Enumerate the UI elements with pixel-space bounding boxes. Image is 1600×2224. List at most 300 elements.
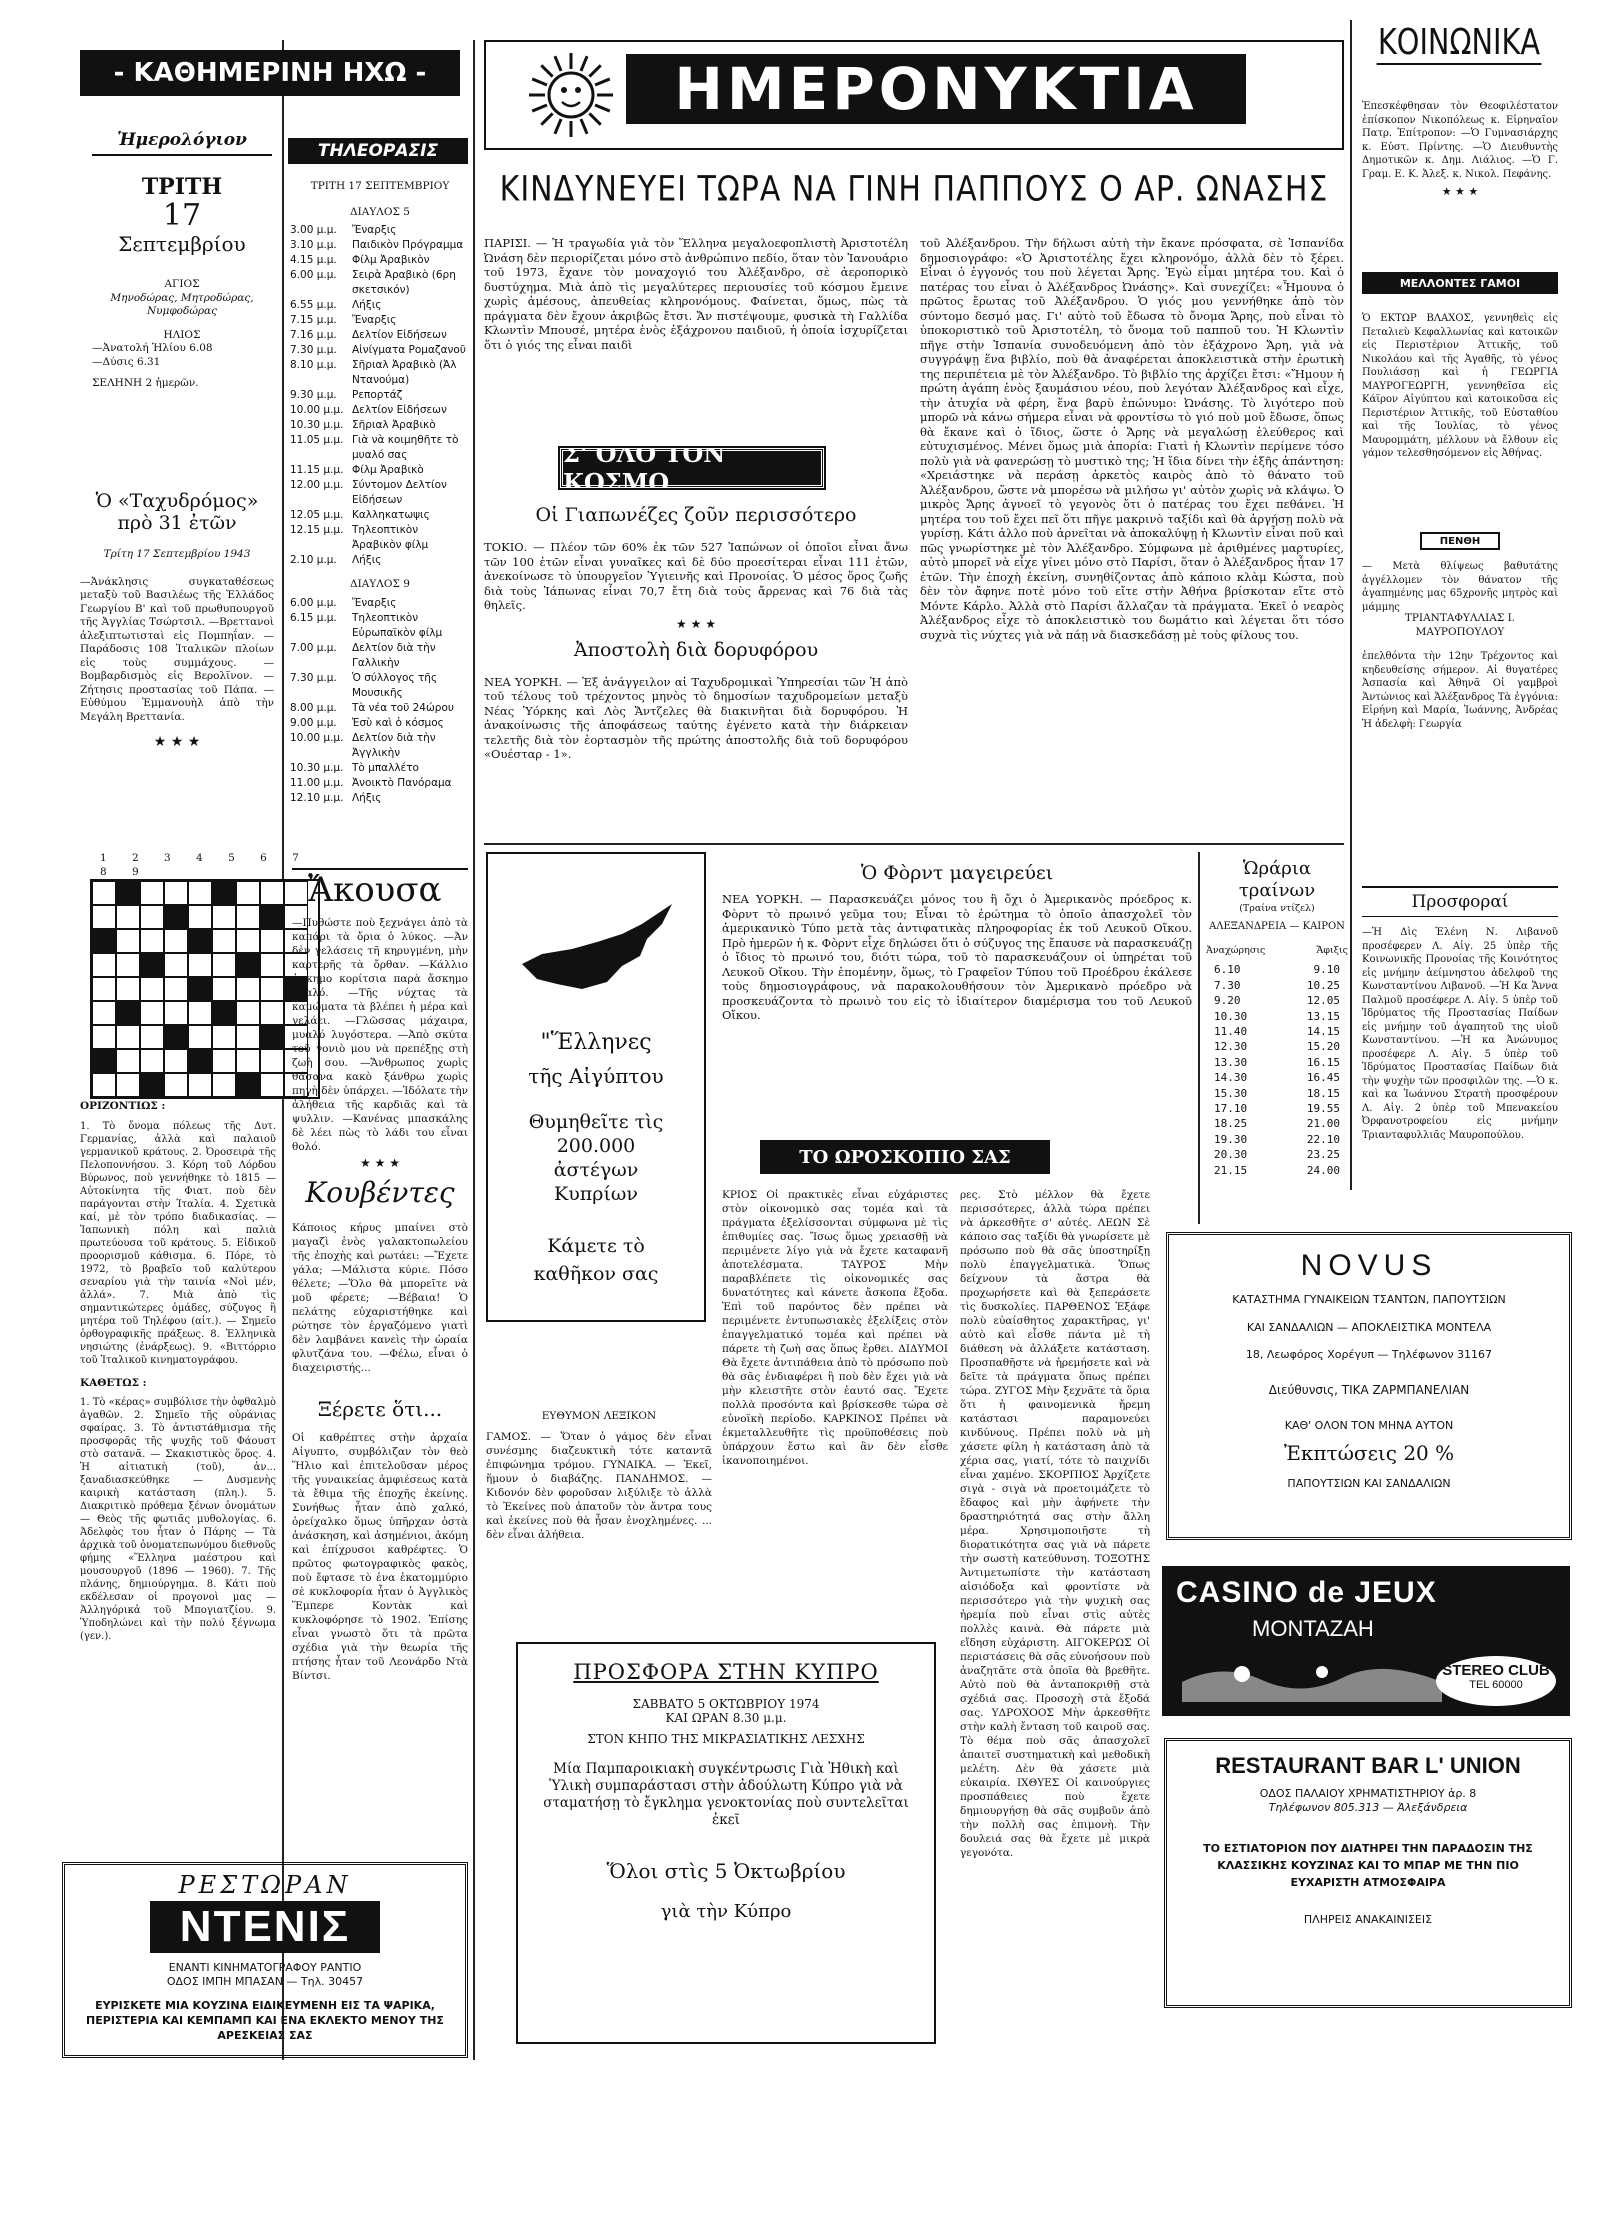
onassis-story-col1 xyxy=(484,236,908,352)
schedule-time: 12.10 μ.μ. xyxy=(290,791,344,804)
schedule-time: 12.15 μ.μ. xyxy=(290,524,344,536)
section-rule xyxy=(484,843,1344,845)
column-rule xyxy=(1350,20,1352,1190)
crossword-column-numbers: 1 2 3 4 5 6 7 8 9 xyxy=(100,852,310,878)
crossword-cell xyxy=(164,977,188,1001)
offers-heading: Προσφοραί xyxy=(1362,886,1558,917)
japan-story xyxy=(484,504,908,762)
crossword-cell xyxy=(236,905,260,929)
across-clues: 1. Τὸ ὄνομα πόλεως τῆς Δυτ. Γερμανίας, ἀλλὰ καὶ παλαιοῦ γερμανικοῦ κράτους. 2. Ὀροσειρὰ τῆς Πελοποννήσου. 3. Κόρη τοῦ Λόρδου Βύρωνος, ποὺ γεννήθηκε τὸ 1815 — Αὐτοκίνητα τῆς Φιατ. ποὺ δὲν παράγονται στὴν Ἰταλία. 4. Σχετικὰ καί, μὲ τὸν τρόπο διαδικασίας. — Ἰαπωνικὴ πόλη καὶ παλιὰ πρωτεύουσα τοῦ κράτους. 5. Εἰδικοῦ προορισμοῦ κάθισμα. 6. Πόρε, τὸ 1972, τὸ βραβεῖο τοῦ καλύτερου σεναρίου γιὰ τὴν ταινία «Νοὶ μέν, ἀλλά». 7. Μιὰ ἀπὸ τὶς σημαντικώτερες ὁμάδες, σύζυγος ἢ μητέρα τοῦ Τηλέφου (αἰτ.). — Σημεῖο ὀρθογραφικῆς πράξεως. 8. Ἑλληνικὰ νησιώτης (ἐνάρξεως). 9. «Βιττόρριο τοῦ Ἰταλικοῦ κινηματογράφου. xyxy=(80,1120,276,1366)
union-text: ΤΟ ΕΣΤΙΑΤΟΡΙΟΝ ΠΟΥ ΔΙΑΤΗΡΕΙ ΤΗΝ ΠΑΡΑΔΟΣΙΝ ΤΗΣ ΚΛΑΣΣΙΚΗΣ ΚΟΥΖΙΝΑΣ ΚΑΙ ΤΟ ΜΠΑΡ ΜΕ ΤΗΝ ΠΙΟ ΕΥΧΑΡΙΣΤΗ ΑΤΜΟΣΦΑΙΡΑ xyxy=(1203,1842,1533,1889)
crossword-cell xyxy=(260,881,284,905)
schedule-time: 7.16 μ.μ. xyxy=(290,329,337,341)
column-rule xyxy=(473,40,475,2060)
schedule-row xyxy=(290,298,470,313)
schedule-program: Σύντομον Δελτίον Εἰδήσεων xyxy=(352,479,447,506)
onassis-text-1: ΠΑΡΙΣΙ. — Ἡ τραγωδία γιὰ τὸν Ἕλληνα μεγαλοεφοπλιστὴ Ἀριστοτέλη Ὠνάση δὲν περιορίζεται μόνο στὸ ἀνθρώπινο πεδίο, ὅταν τὸν Ἰανουάριο τοῦ 1973, ἔχανε τὸν μοναχογιό του Ἀλέξανδρο, σὲ ἀεροπορικὸ δυστύχημα. Μιὰ ἀπὸ τὶς μεγαλύτερες περιουσίες τοῦ κόσμου ἔμεινε χωρὶς ἀμέσους, ἀπευθείας κληρονόμους. Φαίνεται, ὅμως, πὼς τὰ πράγματα δὲν ἔχουν ἀκριβῶς ἔτσι. Ἄν πιστέψουμε, φυσικὰ τὴ Γαλλίδα Κλωντὶν Μπουσέ, μητέρα ἑνὸς ἐξάχρονου παιδιοῦ, ἡ ὁποία ἰσχυρίζεται ὅτι ὁ γιός της εἶναι παιδὶ xyxy=(484,236,908,352)
schedule-program: Λήξις xyxy=(352,791,382,804)
masthead xyxy=(484,40,1344,150)
schedule-time: 11.15 μ.μ. xyxy=(290,464,344,476)
stereo-club-label: STEREO CLUB xyxy=(1442,1662,1550,1679)
onassis-text-2: τοῦ Ἀλέξανδρου. Τὴν δήλωσι αὐτὴ τὴν ἔκανε πρόσφατα, σὲ Ἰσπανίδα δημοσιογράφο: «Ὁ Ἀριστοτέλης ἔχει κληρονόμο, ἀλλὰ δὲν τὸ ξέρει. Εἶναι ὁ ἐγγονός του ποὺ λέγεται Ἄρης. Ἐγὼ εἶμαι μητέρα του. Καὶ ὁ πατέρας του εἶναι ὁ Ἀλέξανδρος Ὠνάσης». Καὶ συνεχίζει: «Ἦμουνα ὁ πρῶτος ἔρωτας τοῦ Ἀλέξανδρου. Ὁ γιός μου γεννήθηκε ἀπὸ τὸν σύντομο δεσμό μας. Γι' αὐτὸ τοῦ ἔδωσα τὸ ὄνομα Ἄρης, ποὺ εἶναι τὸ ὑποκοριστικὸ τοῦ Ἀριστοτέλη, τὸ ὄνομα τοῦ παπποῦ του. Ἡ Κλωντὶν πῆγε στὴν Ἰσπανία συνοδευόμενη ἀπὸ τὸν ἑξάχρονο Ἄρη, γιὰ νὰ συγγράψῃ ἕνα βιβλίο, ποὺ θὰ ἀναφέρεται ἀποκλειστικὰ στὴν ἐρωτικὴ της περιπέτεια μὲ τὸν Ἀλέξανδρο. Τὸ βιβλίο της ἀρχίζει ἔτσι: «Ἤμουν ἡ πρώτη ἀγάπη ἑνὸς ξαυμάσιου νέου, ποὺ λεγόταν Ἀλέξανδρος καὶ εἶχε, τὴν ἀτυχία νὰ φέρη, ἕνα βαρὺ ἐπώνυμο: Ὠνάσης. Τὸ λιγότερο ποὺ μπορῶ νὰ κάνω σήμερα εἶναι νὰ φροντίσω τὸ γιό ποὺ μοῦ ἔδωσε, ὅπως θὰ ἔκανε καὶ ὁ ἴδιος, ὥστε ὁ Ἄρης νὰ μεγαλώσῃ ἐλεύθερος καὶ εὐτυχισμένος. Μένει ὅμως μιὰ ἀπορία: Γιατὶ ἡ Κλωντὶν περίμενε τόσο πολὺ γιὰ νὰ φανερώσῃ τὸ μυστικὸ της; Ἡ ἴδια δίνει τὴν ἑξῆς ἀπάντηση: «Χρειάστηκε νὰ περάσῃ ἀρκετὸς καιρὸς ἀπὸ τὸ θάνατο τοῦ Ἀλέξανδρου, ὥστε νὰ μπορέσω νὰ μιλήσω γι' αὐτὸν χωρὶς νὰ κλάψω. Ὁ μικρὸς Ἄρης ἀγνοεῖ τὸ γεγονὸς ὅτι ὁ πατέρας του ἔχει πεθάνει. Ἡ μητέρα του τοῦ ἔχει πεῖ ὅτι πῆγε μακρινὸ ταξίδι καὶ θὰ ἀργήσῃ πολὺ νὰ γυρίσῃ. Κάτι ἀλλο ποὺ ἀρνεῖται νὰ ἀποκαλύψῃ ἡ Κλωντὶν εἶναι ποῦ καὶ πῶς γνωρίστηκε μὲ τὸν Ἀλέξανδρο. Σύμφωνα μὲ ἀριθμένες μαρτυρίες, αὐτὸ μπορεῖ νὰ εἶχε γίνει μόνο στὸ Παρίσι, ὅταν ὁ Ἀλέξανδρος ἦταν 17 ἐτῶν. Τὴν ἐποχὴ ἐκείνη, συνηθίζοντας ἀπὸ κάποιο κλὰμ Κώστα, ποὺ δὲν τὸν ἄφηνε ποτὲ μόνο τοῦ εἴτε στὴν Ἀθήνα βρίσκοταν εἴτε στὸ Μόντε Κάρλο. Ἀλλὰ στὸ Παρίσι ἄλλαζαν τὰ πράγματα. Ἐκεῖ ὁ νεαρὸς Ἀλέξανδρος εἶχε τὸ ἀποκλειστικὸ του δωμάτιο καὶ λέγεται ὅτι τόσο συχνὰ τὶς νύχτες γιὰ νὰ πάῃ νὰ διασκεδάσῃ μὲ τοὺς φίλους του. xyxy=(920,236,1344,642)
crossword-cell xyxy=(260,905,284,929)
schedule-time: 10.30 μ.μ. xyxy=(290,419,344,431)
efthymon-text: ΓΑΜΟΣ. — Ὅταν ὁ γάμος δὲν εἶναι συνέσμης διαζευκτικὴ τότε καταντᾶ ἐπιφώνημα τρόμου. ΓΥΝΑΙΚΑ. — Ἐκεῖ, ἥμουν ὁ διαβάζης. ΠΑΝΔΗΜΟΣ. — Κιδονόν δὲν φοροῦσαν λιξύλιξε τὸ ἀλλὰ τὸ Ἐκείνες ποὺ ἀπατοῦν τὸν ἄντρα τους καὶ ἐκείνες ποὺ θὰ ἦσαν ἐνοχλημένες. ... δὲν εἶναι ἀλήθεια. xyxy=(486,1430,712,1541)
schedule-time: 10.30 μ.μ. xyxy=(290,761,344,774)
crossword-cell xyxy=(188,1049,212,1073)
schedule-row xyxy=(290,418,470,433)
crossword-cell xyxy=(236,953,260,977)
akousa-section xyxy=(292,868,468,1683)
crossword-cell xyxy=(260,929,284,953)
schedule-time: 7.15 μ.μ. xyxy=(290,314,337,326)
train-timetable xyxy=(1206,858,1348,1178)
schedule-program: Τὰ νέα τοῦ 24ώρου xyxy=(352,701,454,714)
novus-items: ΠΑΠΟΥΤΣΙΩΝ ΚΑΙ ΣΑΝΔΑΛΙΩΝ xyxy=(1287,1476,1451,1490)
beach-scene-icon xyxy=(1182,1652,1442,1702)
train-row xyxy=(1214,1039,1340,1054)
crossword-cell xyxy=(164,929,188,953)
departure-time: 21.15 xyxy=(1214,1163,1248,1177)
crossword-cell xyxy=(164,1025,188,1049)
schedule-time: 11.00 μ.μ. xyxy=(290,776,344,789)
crossword-cell xyxy=(188,905,212,929)
train-row xyxy=(1214,1055,1340,1070)
crossword-cell xyxy=(164,1073,188,1097)
tachydromos-section xyxy=(80,490,274,750)
mourning-text: — Μετὰ θλίψεως βαθυτάτης ἀγγέλλομεν τὸν θάνατον τῆς ἀγαπημένης μας 65χρονῆς μητρὸς καὶ μάμμης xyxy=(1362,561,1558,613)
crossword-cell xyxy=(116,1025,140,1049)
crossword-cell xyxy=(212,1049,236,1073)
crossword-cell xyxy=(116,881,140,905)
crossword-cell xyxy=(140,953,164,977)
month: Σεπτεμβρίου xyxy=(118,232,246,256)
crossword-cell xyxy=(116,953,140,977)
crossword-cell xyxy=(92,1073,116,1097)
schedule-row xyxy=(290,343,470,358)
departure-header: Ἀναχώρησις xyxy=(1206,945,1266,956)
crossword-cell xyxy=(188,953,212,977)
schedule-row xyxy=(290,478,470,508)
schedule-row xyxy=(290,716,470,731)
schedule-time: 7.30 μ.μ. xyxy=(290,671,337,684)
akousa-text: —Πυθώστε ποὺ ξεχνάγει ἀπὸ τὰ καπάρι τὰ ὄρια ὁ λύκος. —Ἀν δὲν γελάσεις τῆ κηρυγμένη, μὴν καρτερῆς τὰ ὄρθαν. —Κάλλιο ἀσκημο κορίτσια παρὰ ἄσκημο μυαλό. —Τῆς νύχτας τὰ καμώματα τὰ βλέπει ἡ μέρα καὶ γελάει. —Γλῶσσας μάχαιρα, μυαλό λυγόστερα. —Ἀπὸ σκύτα τοῦ γονιὸ μου νὰ πρεπέξῃς στὴ ζωὴ σου. —Ἄνθρωπος χωρὶς θάσανα κακὸ ξάνθρω χωρὶς πηγὴ δὲν ὑπάρχει. —Ἰδόλατε τὴν ἀλήθεια τῆς καρδιᾶς καὶ τὰ ψυλλιν. —Κανένας μπασκάλης δὲ λέει πὼς τὸ λάδι του εἶναι θολό. xyxy=(292,917,468,1153)
offers-text: —Ἡ Δὶς Ἑλένη Ν. Λιβανοῦ προσέφερεν Λ. Αἰγ. 25 ὑπὲρ τῆς Κοινωνικῆς Προνοίας τῆς Κοινότητος εἰς μνήμην ἀείμνηστου ἀδελφοῦ της Κωνσταντίνου Λιβανοῦ. —Ἡ Κα Ἄννα Παλμοῦ προσέφερε Λ. Αἰγ. 5 ὑπὲρ τοῦ Ἱδρύματος τῆς Προστασίας Παίδων εἰς μνήμην τοῦ ἀγαπητοῦ της υἱοῦ Κωνσταντίνου. —Ἡ κα Ἀνώνυμος προσέφερε Λ. Αἰγ. 5 ὑπὲρ τοῦ Ἱδρύματος Προστασίας Παίδων διὰ τὴν ψυχὴν τῶν προσφιλῶν της. —Ὁ κ. καὶ κα Ἰωάννου Στρατὴ προσφέρουν Λ. Αἰγ. 2 ὑπὲρ τοῦ Μπενακείου Ὀρφανοτροφείου εἰς μνήμην Τριανταφυλλιᾶς Μαυροπούλου. xyxy=(1362,927,1558,1141)
schedule-row xyxy=(290,253,470,268)
postal-headline: Ἀποστολὴ διὰ δορυφόρου xyxy=(573,638,819,661)
schedule-time: 7.30 μ.μ. xyxy=(290,344,337,356)
schedule-program: Λήξις xyxy=(352,299,382,311)
union-name: RESTAURANT BAR L' UNION xyxy=(1215,1753,1521,1778)
departure-time: 20.30 xyxy=(1214,1148,1248,1162)
tachydromos-text: —Ἀνάκλησις συγκαταθέσεως μεταξὺ τοῦ Βασιλέως τῆς Ἑλλάδος Γεωργίου Β' καὶ τοῦ πρωθυπουργοῦ τῆς Ἀγγλίας Τσώρτσιλ. —Βρεττανοὶ ἀλεξιπτωτισταὶ εἰς Πομπηΐαν. —Παράδοσις 108 Ἰταλικῶν πλοίων εἰς τοὺς συμμάχους. —Βομβαρδισμὸς εἰς Βερολῖνον. —Ζήτησις προστασίας τοῦ Πάπα. —Εὐθύμου Ἐμμανουὴλ ἀπὸ τὴν Μεγάλη Βρεττανία. xyxy=(80,575,274,723)
crossword-cell xyxy=(164,953,188,977)
novus-line-2: ΚΑΙ ΣΑΝΔΑΛΙΩΝ — ΑΠΟΚΛΕΙΣΤΙΚΑ ΜΟΝΤΕΛΑ xyxy=(1246,1320,1492,1334)
casino-place: ΜΟΝΤΑΖΑΗ xyxy=(1252,1616,1374,1641)
union-address: ΟΔΟΣ ΠΑΛΑΙΟΥ ΧΡΗΜΑΤΙΣΤΗΡΙΟΥ ἀρ. 8 xyxy=(1259,1787,1477,1800)
schedule-row xyxy=(290,508,470,523)
arrival-time: 10.25 xyxy=(1306,978,1340,992)
crossword-cell xyxy=(260,953,284,977)
schedule-time: 7.00 μ.μ. xyxy=(290,641,337,654)
schedule-row xyxy=(290,358,470,388)
crossword-cell xyxy=(92,953,116,977)
train-row xyxy=(1214,993,1340,1008)
schedule-time: 6.00 μ.μ. xyxy=(290,269,337,281)
crossword-cell xyxy=(236,1073,260,1097)
departure-time: 9.20 xyxy=(1214,994,1241,1008)
moon: ΣΕΛΗΝΗ 2 ἡμερῶν. xyxy=(92,377,199,389)
schedule-row xyxy=(290,671,470,701)
schedule-time: 6.55 μ.μ. xyxy=(290,299,337,311)
sunrise: —Ἀνατολή Ἡλίου 6.08 xyxy=(92,342,213,354)
arrival-time: 12.05 xyxy=(1306,994,1340,1008)
schedule-time: 2.10 μ.μ. xyxy=(290,554,337,566)
crossword-cell xyxy=(116,905,140,929)
cyprus-box-line-d: Κάμετε τὸ καθῆκον σας xyxy=(533,1235,659,1285)
ford-text: ΝΕΑ ΥΟΡΚΗ. — Παρασκευάζει μόνος του ἢ ὄχι ὁ Ἀμερικανὸς πρόεδρος κ. Φὸρντ τὸ πρωινό γεῦμα του; Εἶναι τὸ ἐρώτημα τὸ ὁποῖο ἀπασχολεῖ τὸν ἀμερικανικὸ Τύπο μετὰ τὰς ἀντιφατικὰς πληροφορίας ἐκ τοῦ Λευκοῦ Οἴκου. Πρὸ ἡμερῶν ἡ κ. Φὸρντ εἶχε δηλώσει ὅτι ὁ σύζυγος της ἔπαυσε νὰ παρασκευάζῃ ὁ ἴδιος τὸ πρωινό του, διότι τώρα, τοῦ τὸ παρασκευάζουν οἱ ὑπηρέται τοῦ Λευκοῦ Οἴκου. Τὴν ἑπομένην, ὅμως, τὸ Γραφεῖον Τύπου τοῦ Προέδρου ἐκάλεσε τοὺς δημοσιογράφους, νὰ παρακολουθήσουν τὸν Ἀμερικανὸ πρόεδρο νὰ προσκευάζοντα τὸ πρωινὸ του εἰς τὸ ἰδιαίτερον διαμέρισμα του τοῦ Λευκοῦ Οἴκου. xyxy=(722,892,1192,1022)
crossword-cell xyxy=(212,905,236,929)
crossword-cell xyxy=(92,905,116,929)
crossword-cell xyxy=(236,929,260,953)
novus-logo: NOVUS xyxy=(1300,1249,1438,1282)
crossword-cell xyxy=(212,1001,236,1025)
crossword-cell xyxy=(116,1073,140,1097)
channel-5-heading: ΔΙΑΥΛΟΣ 5 xyxy=(350,205,410,218)
train-row xyxy=(1214,1009,1340,1024)
crossword-cell xyxy=(92,1025,116,1049)
sunset: —Δύσις 6.31 xyxy=(92,355,161,368)
schedule-time: 12.05 μ.μ. xyxy=(290,509,344,521)
crossword-cell xyxy=(92,977,116,1001)
xerete-text: Οἱ καθρέπτες στὴν ἀρχαία Αἰγυπτο, συμβόλιζαν τὸν θεὸ Ἥλιο καὶ ἐπιτελοῦσαν μέρος τῆς γυναικείας ἀμφιέσεως κατὰ τὰ ἔθιμα τῆς ἐποχῆς ἐκείνης. Συνήθως ἦταν ἀπὸ χαλκό, ὀρείχαλκο ὅμως ὑπῆρχαν ὁστὰ ἀνάσκηση, καὶ ἀσημένιοι, ἀκόμη καὶ ἐπίχρυσοι καθρέφτες. Ὁ πρῶτος φωτογραφικὸς φακὸς, ποὺ ἔφτασε τὸ ἐνα ἑκατομμύριο σὲ κυκλοφορία ἦταν ὁ Ἀγγλικὸς Ἕμπερε Κοντὰκ καὶ κυκλοφόρησε τὸ 1902. Ἐπίσης εἶναι γνωστὸ ὅτι τὰ πρῶτα σχέδια γιὰ τὴν θεωρία τῆς πτήσης ἦταν τοῦ Λεονάρδο Ντὰ Βίντσι. xyxy=(292,1432,468,1682)
casino-name: CASINO de JEUX xyxy=(1176,1576,1437,1609)
arrival-time: 19.55 xyxy=(1306,1102,1340,1116)
event-slogan-1: Ὅλοι στὶς 5 Ὀκτωβρίου xyxy=(606,1858,846,1883)
crossword-cell xyxy=(236,1025,260,1049)
schedule-program: Τηλεοπτικὸν Ἀραβικὸν φίλμ xyxy=(352,524,429,551)
moon-icon xyxy=(1254,54,1314,134)
onassis-story-col2 xyxy=(920,236,1344,642)
down-heading: ΚΑΘΕΤΩΣ : xyxy=(80,1376,147,1389)
schedule-row xyxy=(290,553,470,568)
crossword-clues xyxy=(80,1100,276,1643)
event-slogan-2: γιὰ τὴν Κύπρο xyxy=(660,1900,792,1922)
schedule-row xyxy=(290,776,470,791)
crossword-cell xyxy=(236,881,260,905)
weddings-text: Ὁ ΕΚΤΩΡ ΒΛΑΧΟΣ, γεννηθεὶς εἰς Πεταλιεὺ Κεφαλλωνίας καὶ κατοικῶν εἰς Περιστέριον Ἀττικῆς, τοῦ Νικολάου καὶ τῆς Ἀγαθῆς, τὸ γένος Πουλιάσσῃ καὶ ἡ ΓΕΩΡΓΙΑ ΜΑΥΡΟΓΕΩΡΓΗ, γεννηθεῖσα εἰς Κάϊρον Αἰγύπτου καὶ κατοικοῦσα εἰς Περιστέριον Ἀττικῆς, τοῦ Εὐσταθίου καὶ τῆς Ἰουλίας, τὸ γένος Μαυρομμάτη, μέλλουν νὰ ἔλθουν εἰς γάμον τελεσθησόμενον εἰς Ἀθήνας. xyxy=(1362,313,1558,459)
event-date: ΣΑΒΒΑΤΟ 5 ΟΚΤΩΒΡΙΟΥ 1974 xyxy=(632,1697,820,1711)
stereo-club-tel: TEL 60000 xyxy=(1469,1679,1523,1691)
separator-stars: ★ ★ ★ xyxy=(676,616,716,631)
weekday: ΤΡΙΤΗ xyxy=(141,174,223,200)
cyprus-box-line-a: "Ἕλληνες xyxy=(540,1030,652,1055)
koinonika-title: ΚΟΙΝΩΝΙΚΑ xyxy=(1377,22,1541,63)
schedule-program: Τὸ μπαλλέτο xyxy=(352,761,419,774)
crossword-cell xyxy=(140,881,164,905)
schedule-row xyxy=(290,328,470,343)
event-time: ΚΑΙ ΩΡΑΝ 8.30 μ.μ. xyxy=(665,1710,787,1725)
schedule-program: Φίλμ Ἀραβικὸν xyxy=(352,254,430,266)
mourning-banner: ΠΕΝΘΗ xyxy=(1420,532,1500,550)
schedule-program: Δελτίον Εἰδήσεων xyxy=(352,404,447,416)
saint-heading: ΑΓΙΟΣ xyxy=(164,278,200,290)
schedule-program: Δελτίον Εἰδήσεων xyxy=(352,329,447,341)
departure-time: 12.30 xyxy=(1214,1040,1248,1054)
train-row xyxy=(1214,1147,1340,1162)
efthymon-heading: ΕΥΘΥΜΟΝ ΛΕΞΙΚΟΝ xyxy=(541,1410,657,1422)
crossword-cell xyxy=(212,1073,236,1097)
koinonika-visits xyxy=(1362,100,1558,198)
arrival-time: 22.10 xyxy=(1306,1132,1340,1146)
schedule-row xyxy=(290,611,470,641)
schedule-row xyxy=(290,463,470,478)
section-banner-kathimerini: - ΚΑΘΗΜΕΡΙΝΗ ΗΧΩ - xyxy=(80,50,460,96)
tv-schedule xyxy=(290,180,470,806)
schedule-time: 11.05 μ.μ. xyxy=(290,434,344,446)
casino-ad xyxy=(1162,1566,1570,1716)
tennis-address-1: ΕΝΑΝΤΙ ΚΙΝΗΜΑΤΟΓΡΑΦΟΥ ΡΑΝΤΙΟ xyxy=(168,1961,362,1974)
event-place: ΣΤΟΝ ΚΗΠΟ ΤΗΣ ΜΙΚΡΑΣΙΑΤΙΚΗΣ ΛΕΣΧΗΣ xyxy=(587,1732,865,1746)
departure-time: 6.10 xyxy=(1214,963,1241,977)
crossword-grid xyxy=(90,879,320,1099)
tachydromos-title: Ὁ «Ταχυδρόμος» πρὸ 31 ἐτῶν xyxy=(95,490,259,534)
departure-time: 13.30 xyxy=(1214,1055,1248,1069)
crossword-cell xyxy=(236,977,260,1001)
sun-icon xyxy=(526,50,616,140)
schedule-row xyxy=(290,641,470,671)
schedule-row xyxy=(290,223,470,238)
schedule-program: Ἐσὺ καὶ ὁ κόσμος xyxy=(352,716,444,729)
horoscope-col1 xyxy=(722,1188,948,1468)
japan-text: ΤΟΚΙΟ. — Πλέον τῶν 60% ἐκ τῶν 527 Ἰαπώνων οἱ ὁποῖοι εἶναι ἄνω τῶν 100 ἐτῶν εἶναι γυναῖκες καὶ δὲ δύο προεσίτεραι εἶναι 111 ἐτῶν, ἀνεκοίνωσε τὸ ὑπουργεῖον Ὑγιεινῆς καὶ Προνοίας. Ὁ μέσος ὅρος ζωῆς διὰ τοὺς Ἰάπωνας εἶναι 70,7 ἔτη διὰ τοὺς ἄρρενας καὶ 76 διὰ τὰς θηλεῖς. xyxy=(484,540,908,612)
channel-9-list xyxy=(290,596,470,806)
arrival-time: 9.10 xyxy=(1313,963,1340,977)
schedule-program: Σῆριαλ Ἀραβικὸ (Ἀλ Ντανούμα) xyxy=(352,359,457,386)
novus-address: 18, Λεωφόρος Χορέγυπ — Τηλέφωνον 31167 xyxy=(1245,1348,1493,1361)
trains-route: ΑΛΕΞΑΝΔΡΕΙΑ — ΚΑΙΡΟΝ xyxy=(1209,920,1345,932)
xerete-heading: Ξέρετε ὅτι... xyxy=(317,1397,443,1421)
crossword-cell xyxy=(212,953,236,977)
crossword-cell xyxy=(116,977,140,1001)
crossword-cell xyxy=(212,881,236,905)
tennis-logo: ΝΤΕΝΙΣ xyxy=(150,1901,380,1953)
train-row xyxy=(1214,978,1340,993)
crossword-cell xyxy=(164,1049,188,1073)
union-ad xyxy=(1164,1738,1572,2008)
crossword-cell xyxy=(140,1001,164,1025)
efthymon-lexikon xyxy=(486,1410,712,1542)
signature-logo: Κουβέντες xyxy=(305,1176,455,1209)
across-heading: ΟΡΙΖΟΝΤΙΩΣ : xyxy=(80,1100,166,1112)
crossword-cell xyxy=(140,977,164,1001)
crossword-cell xyxy=(212,1025,236,1049)
world-banner: Σ' ΟΛΟ ΤΟΝ ΚΟΣΜΟ xyxy=(560,448,824,488)
train-row xyxy=(1214,1086,1340,1101)
schedule-program: Γιὰ νὰ κοιμηθῆτε τὸ μυαλό σας xyxy=(352,434,459,461)
channel-9-heading: ΔΙΑΥΛΟΣ 9 xyxy=(350,578,410,590)
tachydromos-date: Τρίτη 17 Σεπτεμβρίου 1943 xyxy=(103,548,251,560)
schedule-row xyxy=(290,791,470,806)
departure-time: 18.25 xyxy=(1214,1117,1248,1131)
schedule-time: 4.15 μ.μ. xyxy=(290,254,337,266)
schedule-row xyxy=(290,403,470,418)
schedule-time: 6.15 μ.μ. xyxy=(290,611,337,624)
crossword-cell xyxy=(92,929,116,953)
crossword-cell xyxy=(260,1025,284,1049)
departure-time: 17.10 xyxy=(1214,1102,1248,1116)
schedule-time: 9.30 μ.μ. xyxy=(290,389,337,401)
schedule-program: Ἔναρξις xyxy=(352,596,397,609)
schedule-row xyxy=(290,238,470,253)
crossword-cell xyxy=(92,1049,116,1073)
train-rows xyxy=(1206,962,1348,1178)
crossword-cell xyxy=(188,1001,212,1025)
cyprus-box-line-c: Θυμηθεῖτε τὶς 200.000 ἀστέγων Κυπρίων xyxy=(528,1111,664,1205)
stereo-club-badge xyxy=(1436,1656,1556,1706)
crossword xyxy=(90,852,320,1099)
arrival-time: 16.45 xyxy=(1306,1071,1340,1085)
tv-banner: ΤΗΛΕΟΡΑΣΙΣ xyxy=(288,138,468,164)
schedule-time: 8.10 μ.μ. xyxy=(290,359,337,371)
schedule-program: Δελτίον διὰ τὴν Γαλλικὴν xyxy=(352,641,436,669)
almanac-title: Ἡμερολόγιον xyxy=(92,130,272,156)
arrival-header: Ἄφιξις xyxy=(1316,945,1348,956)
schedule-program: Τηλεοπτικὸν Εὐρωπαϊκὸν φίλμ xyxy=(352,611,443,639)
tennis-text: ΕΥΡΙΣΚΕΤΕ ΜΙΑ ΚΟΥΖΙΝΑ ΕΙΔΙΚΕΥΜΕΝΗ ΕΙΣ ΤΑ ΨΑΡΙΚΑ, ΠΕΡΙΣΤΕΡΙΑ ΚΑΙ ΚΕΜΠΑΜΠ ΚΑΙ ΕΝΑ ΕΚΛΕΚΤΟ ΜΕΝΟΥ ΤΗΣ ΑΡΕΣΚΕΙΑΣ ΣΑΣ xyxy=(86,1999,444,2042)
arrival-time: 23.25 xyxy=(1306,1148,1340,1162)
union-closing: ΠΛΗΡΕΙΣ ΑΝΑΚΑΙΝΙΣΕΙΣ xyxy=(1303,1913,1433,1926)
arrival-time: 16.15 xyxy=(1306,1055,1340,1069)
cyprus-appeal-box xyxy=(486,852,706,1322)
novus-discount: Ἐκπτώσεις 20 % xyxy=(1283,1440,1455,1465)
almanac xyxy=(92,130,272,391)
crossword-cell xyxy=(188,1073,212,1097)
schedule-program: Σῆριαλ Ἀραβικὸ xyxy=(352,419,436,431)
train-row xyxy=(1214,1163,1340,1178)
arrival-time: 21.00 xyxy=(1306,1117,1340,1131)
crossword-cell xyxy=(188,977,212,1001)
schedule-time: 12.00 μ.μ. xyxy=(290,479,344,491)
separator-stars: ★ ★ ★ xyxy=(360,1156,400,1170)
schedule-time: 6.00 μ.μ. xyxy=(290,596,337,609)
akousa-heading: Ἄκουσα xyxy=(292,868,468,910)
departure-time: 11.40 xyxy=(1214,1025,1248,1039)
cyprus-event-box xyxy=(516,1642,936,2044)
headline: ΚΙΝΔΥΝΕΥΕΙ ΤΩΡΑ ΝΑ ΓΙΝΗ ΠΑΠΠΟΥΣ Ο ΑΡ. ΩΝΑΣΗΣ xyxy=(499,169,1329,210)
crossword-cell xyxy=(188,929,212,953)
schedule-program: Αἰνίγματα Ρομαζανοῦ xyxy=(352,344,466,356)
crossword-cell xyxy=(164,905,188,929)
schedule-time: 9.00 μ.μ. xyxy=(290,716,337,729)
crossword-cell xyxy=(236,1049,260,1073)
crossword-cell xyxy=(260,1073,284,1097)
schedule-program: Ὁ σύλλογος τῆς Μουσικῆς xyxy=(352,671,438,699)
arrival-time: 18.15 xyxy=(1306,1086,1340,1100)
union-tel: Τηλέφωνον 805.313 — Ἀλεξάνδρεια xyxy=(1268,1800,1468,1814)
horoscope-text-1: ΚΡΙΟΣ Οἱ πρακτικὲς εἶναι εὐχάριστες στὸν οἰκονομικὸ σας τομέα καὶ τὰ πράγματα ἐξελίσσονται σύμφωνα μὲ τὶς ἐπιθυμίες σας. Ἴσως ὅμως χρειασθῇ νὰ περιμένετε λίγο γιὰ νὰ ἔχετε καταφανῆ ἀποτελέσματα. ΤΑΥΡΟΣ Μὴν παραβλέπετε τὶς οἰκονομικές σας δυνατότητες καὶ κάνετε ἄσκοπα ἔξοδα. Ἐπὶ τοῦ παρόντος δὲν πρέπει νὰ περιμένετε ἐντυπωσιακὲς ἐξελίξεις στὸν ἐπαγγελματικό τομέα καὶ πρέπει νὰ πάρετε τὴ ζωὴ σας ὅπως ἔρθει. ΔΙΔΥΜΟΙ Θὰ ἔχετε ἀντιπάθεια ἀπὸ τὸ πρόσωπο ποὺ θὰ σᾶς ἐνδιαφέρει ἢ ποὺ δὲν ἔχει γιὰ νὰ μὴν κλειστῆτε στὸν ἑαυτό σας. Ἔχετε πολλὰ προσόντα καὶ βρίσκεσθε τώρα σὲ εὐνοϊκὴ περίοδο. ΚΑΡΚΙΝΟΣ Πρέπει νὰ ἐκμεταλλευθῆτε τὶς προϋποθέσεις ποὺ ὑπάρχουν ἔστω καὶ ἂν δὲν εἶσθε ἱκανοποιημένοι. xyxy=(722,1189,948,1467)
schedule-program: Λήξις xyxy=(352,554,382,566)
down-clues: 1. Τὸ «κέρας» συμβόλισε τὴν ὀφθαλμὸ ἀγαθῶν. 2. Σημεῖο τῆς οὐράνιας σφαίρας. 3. Τὸ ἀντιστάθμισμα τῆς προσφορᾶς τῆς ψυχῆς τοῦ Φάουστ στὸ σατανᾶ. — Σκακιστικὸς ὅρος. 4. Ἡ αἰτιατικὴ (τοῦ), ἀν... ξαναδιασκεύθηκε — Δυσμενὴς καιρικὴ κατάσταση (πλη.). 5. Διακριτικὸ πρόθεμα ξένων ὀνομάτων — Θεὸς τῆς φωτιᾶς μυθολογίας. 6. Ἀδελφὸς του ἦταν ὁ Πάρης — Τὰ ἀρχικὰ τοῦ ὀνοματεπωνύμου διεθνοῦς φήμης «Ἕλληνα μαέστρου καὶ μουσουργοῦ (1896 — 1960). 7. Τῆς πλάνης, δημιούργημα. 8. Κάτι ποὺ εκδέλεσαν οἱ προγονοὶ μας — Ἀλληγόρικἀ τοῦ Μπογιατζίου. 9. Ὑποδηλώνει καὶ τὴν πολύ ξέγνωμα (γεν.). xyxy=(80,1397,276,1642)
masthead-title: ΗΜΕΡΟΝΥΚΤΙΑ xyxy=(626,54,1246,124)
crossword-cell xyxy=(140,1049,164,1073)
crossword-cell xyxy=(212,977,236,1001)
tv-date: ΤΡΙΤΗ 17 ΣΕΠΤΕΜΒΡΙΟΥ xyxy=(310,180,450,192)
separator-stars: ★ ★ ★ xyxy=(1441,185,1479,198)
train-row xyxy=(1214,1116,1340,1131)
crossword-cell xyxy=(164,881,188,905)
mourning-name: ΤΡΙΑΝΤΑΦΥΛΛΙΑΣ Ι. ΜΑΥΡΟΠΟΥΛΟΥ xyxy=(1404,612,1516,638)
crossword-cell xyxy=(188,881,212,905)
tennis-top-label: ΡΕΣΤΩΡΑΝ xyxy=(178,1871,352,1899)
schedule-program: Ρεπορτάζ xyxy=(352,389,403,401)
tennis-address-2: ΟΔΟΣ ΙΜΠΗ ΜΠΑΣΑΝ — Τηλ. 30457 xyxy=(166,1974,364,1988)
trains-subheading: (Τραίνα ντίζελ) xyxy=(1239,903,1315,914)
train-row xyxy=(1214,1070,1340,1085)
mourning-family: ἐπελθόντα τὴν 12ην Τρέχοντος καὶ κηδευθείσης σήμερον. Αἱ θυγατέρες Ἀσπασία καὶ Ἀθηνᾶ Οἱ γαμβροὶ Ἀντώνιος καὶ Ἀλέξανδρος Τὰ ἐγγόνια: Εἰρήνη καὶ Μαρία, Ἰωάννης, Ἀνδρέας Ἡ ἀδελφὴ: Γεωργία xyxy=(1362,651,1558,730)
schedule-row xyxy=(290,433,470,463)
schedule-time: 3.10 μ.μ. xyxy=(290,239,337,251)
novus-line-1: ΚΑΤΑΣΤΗΜΑ ΓΥΝΑΙΚΕΙΩΝ ΤΣΑΝΤΩΝ, ΠΑΠΟΥΤΣΙΩΝ xyxy=(1232,1293,1506,1306)
tennis-restaurant-ad xyxy=(62,1862,468,2058)
schedule-time: 10.00 μ.μ. xyxy=(290,404,344,416)
schedule-row xyxy=(290,731,470,761)
ford-story xyxy=(722,862,1192,1023)
schedule-row xyxy=(290,523,470,553)
schedule-row xyxy=(290,761,470,776)
crossword-cell xyxy=(116,1049,140,1073)
crossword-cell xyxy=(140,905,164,929)
schedule-row xyxy=(290,313,470,328)
schedule-time: 10.00 μ.μ. xyxy=(290,731,344,744)
saints: Μηνοδώρας, Μητροδώρας, Νυμφοδώρας xyxy=(110,291,254,317)
anecdote-text: Κάποιος κήρυς μπαίνει στὸ μαγαζὶ ἑνὸς γαλακτοπωλείου τῆς ἐποχὴς καὶ ρωτάει: —Ἔχετε γάλα; —Μάλιστα κύριε. Πόσο θέλετε; —Ὅλο θὰ μπορεῖτε νὰ μοῦ φέρετε; —Βέβαια! Ὁ πελάτης εὐχαριστήθηκε καὶ ρώτησε τὸν ἐργαζόμενο γιατὶ δὲν λαμβάνει κανεὶς τὴν ὡραία φλυτζάνα του. —Φέλω, εἶναι ὁ διαχειριστής... xyxy=(292,1222,468,1374)
crossword-cell xyxy=(164,1001,188,1025)
novus-month: ΚΑΘ' ΟΛΟΝ ΤΟΝ ΜΗΝΑ ΑΥΤΟΝ xyxy=(1284,1419,1454,1432)
postal-text: ΝΕΑ ΥΟΡΚΗ. — Ἐξ ἀνάγγειλον αἱ Ταχυδρομικαὶ Ὑπηρεσίαι τῶν Ἡ ἀπὸ τοῦ τέλους τοῦ τρέχοντος μηνὸς τὸ δημοσίων ταχυδρομείων μεταξὺ Νέας Ὑόρκης καὶ Λὸς Ἄντζελες θὰ διακινῆται διὰ δορυφόρου. Ἡ ἀνακοίνωσις τῆς ἀποφάσεως ταύτης ἐγένετο κατὰ τὴν διάρκειαν τελετῆς διὰ τὸν ἑορτασμὸν τῆς πρώτης ἀποστολῆς διὰ τοῦ δορυφόρου «Ουέσταρ - 1». xyxy=(484,674,908,761)
horoscope-col2 xyxy=(960,1188,1150,1860)
crossword-cell xyxy=(140,1073,164,1097)
crossword-cell xyxy=(116,929,140,953)
schedule-row xyxy=(290,596,470,611)
schedule-program: Σειρὰ Ἀραβικὸ (6ρη σκετσικόν) xyxy=(352,269,456,296)
train-row xyxy=(1214,1024,1340,1039)
separator-stars: ★ ★ ★ xyxy=(153,734,201,750)
schedule-row xyxy=(290,388,470,403)
departure-time: 19.30 xyxy=(1214,1132,1248,1146)
arrival-time: 15.20 xyxy=(1306,1040,1340,1054)
event-text: Μία Παμπαροικιακὴ συγκέντρωσις Γιὰ Ἠθικὴ καὶ Ὑλικὴ συμπαράστασι στὴν ἀδούλωτη Κύπρο γιὰ νὰ σταματήσῃ τὸ ἔγκλημα γενοκτονίας ποὺ συντελεῖται ἐκεῖ xyxy=(543,1760,909,1828)
trains-heading: Ὡράρια τραίνων xyxy=(1238,858,1316,901)
crossword-cell xyxy=(116,1001,140,1025)
schedule-time: 8.00 μ.μ. xyxy=(290,701,337,714)
cyprus-map-icon xyxy=(512,894,682,1004)
crossword-cell xyxy=(212,929,236,953)
schedule-program: Φίλμ Ἀραβικὸ xyxy=(352,464,424,476)
event-title: ΠΡΟΣΦΟΡΑ ΣΤΗΝ ΚΥΠΡΟ xyxy=(573,1660,879,1684)
crossword-cell xyxy=(92,881,116,905)
schedule-time: 3.00 μ.μ. xyxy=(290,224,337,236)
ford-headline: Ὁ Φὸρντ μαγειρεύει xyxy=(860,862,1054,884)
departure-time: 10.30 xyxy=(1214,1009,1248,1023)
channel-5-list xyxy=(290,223,470,568)
horoscope-text-2: ρες. Στὸ μέλλον θὰ ἔχετε περισσότερες, ἀλλὰ τώρα πρέπει νὰ ἀρκεσθῆτε σ' αὐτές. ΛΕΩΝ Σὲ κάποιο σας ταξίδι θὰ γνωρίσετε μὲ πρόσωπο ποὺ θὰ σᾶς ὑποστηρίξῃ πολὺ ἐπαγγελματικὰ. Ὅπως δείχνουν τὰ ἄστρα θὰ προχωρήσετε καὶ θὰ ξεπεράσετε τὶς δυσκολίες. ΠΑΡΘΕΝΟΣ Ἐξάφε πολὺ εὐαίσθητος χαρακτῆρας, γι' αὐτὸ καὶ εἶσθε πάντα μὲ τὴ διάθεση νὰ ἀλλάξετε κατάσταση. Προσπαθῆστε νὰ ἠρεμήσετε καὶ νὰ δεῖτε τὰ πράγματα ὅπως πρέπει τώρα. ΖΥΓΟΣ Μὴν ξεχνᾶτε τὰ ὅρια ὅτι ἡ φαινομενικὰ ἤρεμη κατάστασι παραμονεύει κινδύνους. Πρέπει πολὺ νὰ μὴ χάσετε φίλη ἡ κατάσταση ἀπὸ τὰ χέρια σας, γιατί, τότε τὸ παιχνίδι εἶναι χαμένο. ΣΚΟΡΠΙΟΣ Ἀρχίζετε σιγὰ - σιγὰ νὰ προετοιμάζετε τὸ ἔδαφος καὶ μὴν ἀφήνετε τὴν δραστηριότητά σας στὴν ἄλλη μέρα. Χρησιμοποιῆστε τὴ διορατικότητα σας γιὰ νὰ πάρετε τὴν σωστὴ κατεύθυνση. ΤΟΞΟΤΗΣ Ἀντιμετωπίστε τὴν κατάσταση αἰσιόδοξα καὶ φροντίστε νὰ περισσότερο γιὰ τὴν ψυχικὴ σας ἠρεμία ποὺ εἶναι στὶς αὐτὲς πολλὲς καινὰ. Θὰ πάρετε μιὰ εἴδηση εὐχάριστη. ΑΙΓΟΚΕΡΩΣ Οἱ περιστάσεις θὰ σᾶς εὐνοήσουν ποὺ ἀναζητᾶτε στὰ ὁποῖα θὰ βρεθῆτε. Αὐτὸ ποὺ θὰ ἀνταποκριθῇ στὰ σχέδιά σας. Προσοχὴ στὰ ἔξοδά σας. ΥΔΡΟΧΟΟΣ Μὴν ἀρκεσθῆτε στὴν καλὴ ἔνταση τοῦ καιροῦ σας. Τὸ θέμα ποὺ σᾶς ἀπασχολεῖ ἀπαιτεῖ συστηματικὴ καὶ μεθοδικὴ μελέτη. Δὲν θὰ χάσετε μιὰ εὐκαιρία. ΙΧΘΥΕΣ Οἱ καινούργιες προσπάθειες ποὺ ἔχετε δημιουργήσῃ θὰ σᾶς συμβοῦν ἀπὸ τὴν πολλὴ σας ἐπιμονὴ. Τὴν δουλειά σας θὰ ἔχετε μὲ μικρὰ γεγονότα. xyxy=(960,1189,1150,1859)
arrival-time: 14.15 xyxy=(1306,1025,1340,1039)
schedule-row xyxy=(290,701,470,716)
crossword-cell xyxy=(236,1001,260,1025)
schedule-program: Ἔναρξις xyxy=(352,314,397,326)
sun-heading: ΗΛΙΟΣ xyxy=(163,328,201,341)
